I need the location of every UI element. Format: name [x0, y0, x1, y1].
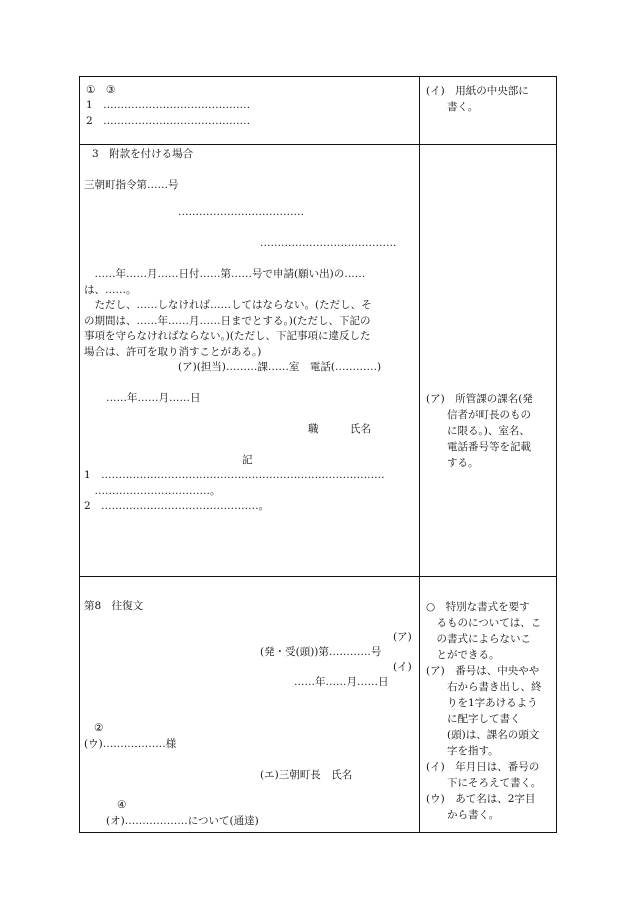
row3-notes: ○ 特別な書式を要す るものについては、こ の書式によらないこ とができる。 (ア) 番号は、中央やや 右から書き出し、終 りを1字あけるよう に配字して書く (頭)は、課名の頭文 字を指す。 (イ) 年月日は、番号の 下にそろえて書く。 (ウ) あて名は、2字目 から書く。: [426, 601, 542, 821]
list-item: 2 ………………………………………。: [84, 500, 270, 512]
row1-note: (イ) 用紙の中央部に 書く。: [426, 85, 529, 113]
date-line: ……年……月……日: [294, 676, 389, 688]
marker-2: ②: [94, 722, 104, 734]
document-table: [79, 76, 557, 833]
row-divider-1: [80, 144, 556, 145]
label-i: (イ): [393, 661, 412, 673]
sender-line: …………………………………: [260, 237, 397, 249]
list-item: 2 ……………………………………: [86, 115, 251, 127]
signature-line: 職 氏名: [308, 423, 371, 435]
date-line: ……年……月……日: [106, 392, 201, 404]
doc-number: 三朝町指令第……号: [84, 179, 179, 191]
column-divider: [419, 77, 420, 832]
ki-label: 記: [242, 454, 253, 466]
row-divider-2: [80, 576, 556, 577]
list-item: 1 ……………………………………………………………………… ……………………………。: [84, 469, 385, 497]
marker-4: ④: [117, 799, 127, 811]
list-item: 1 ……………………………………: [86, 99, 251, 111]
addressee-line: (ウ)………………様: [84, 738, 177, 750]
circled-markers: ① ③: [86, 84, 116, 96]
sender-line: (エ)三朝町長 氏名: [260, 769, 353, 781]
number-line: (発・受(頭))第…………号: [260, 646, 382, 658]
recipient-line: ………………………………: [178, 206, 304, 218]
label-a: (ア): [393, 631, 412, 643]
contact-line: (ア)(担当)………課……室 電話(…………): [178, 361, 382, 373]
body-text: ……年……月……日付……第……号で申請(願い出)の…… は、……。 ただし、……しなければ……してはならない。(ただし、そ の期間は、……年……月……日までとする。)(ただし、下記の 事項を守らなければならない。)(ただし、下記事項に違反した 場合は、許可を取り消すことがある。): [84, 268, 372, 358]
subject-line: (オ)………………について(通達): [106, 815, 259, 827]
section-heading: 3 附款を付ける場合: [92, 148, 194, 160]
section-heading: 第8 往復文: [84, 600, 144, 612]
row2-note: (ア) 所管課の課名(発 信者が町長のもの に限る。)、室名、 電話番号等を記載 する。: [426, 393, 533, 469]
